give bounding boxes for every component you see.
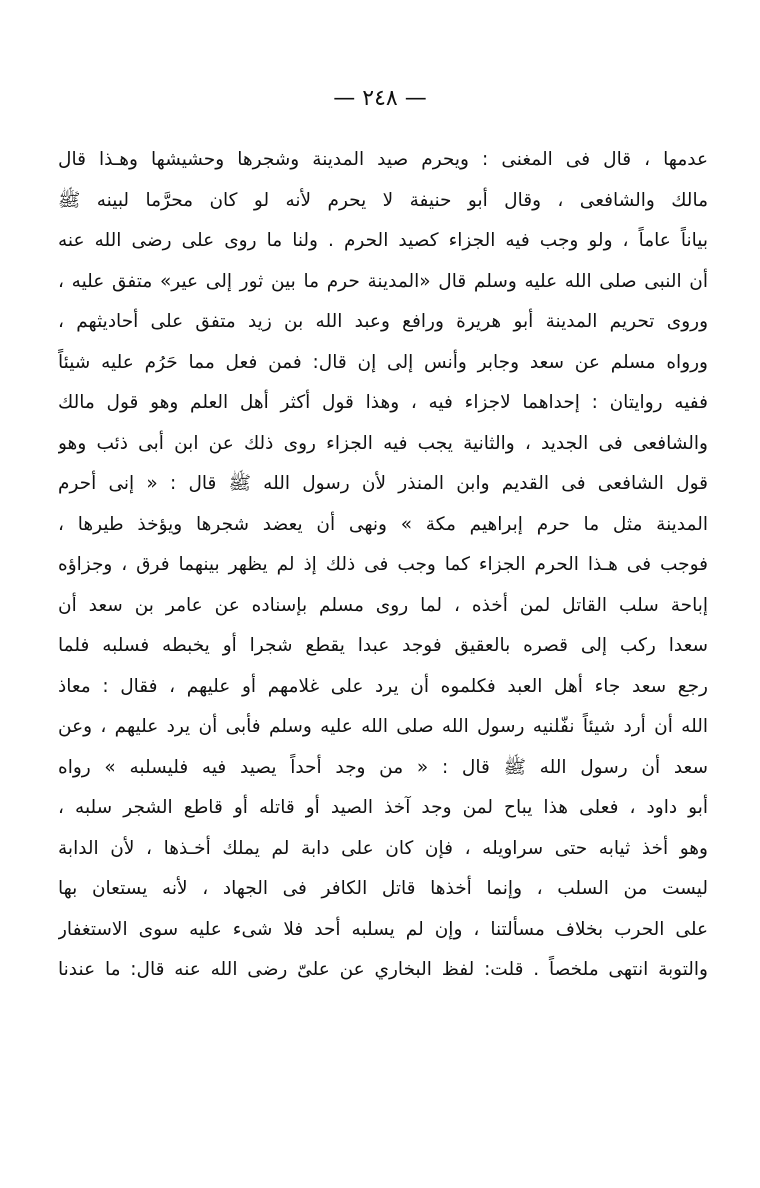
text-line: قول الشافعى فى القديم وابن المنذر لأن رسول الله ﷺ قال : « إنى أحرم: [58, 473, 708, 494]
text-line: سعد أن رسول الله ﷺ قال : « من وجد أحداً يصيد فيه فليسلبه » رواه: [58, 756, 708, 778]
text-line: فوجب فى هـذا الحرم الجزاء كما وجب فى ذلك إذ لم يظهر بينهما فرق ، وجزاؤه: [58, 554, 708, 575]
page-number: — ٢٤٨ —: [333, 86, 427, 111]
text-line: عدمها ، قال فى المغنى : ويحرم صيد المدينة وشجرها وحشيشها وهـذا قال: [58, 149, 708, 170]
text-line: بياناً عاماً ، ولو وجب فيه الجزاء كصيد الحرم . ولنا ما روى على رضى الله عنه: [58, 230, 708, 251]
text-line: إباحة سلب القاتل لمن أخذه ، لما روى مسلم بإسناده عن عامر بن سعد أن: [58, 594, 708, 616]
text-line: أبو داود ، فعلى هذا يباح لمن وجد آخذ الصيد أو قاتله أو قاطع الشجر سلبه ،: [58, 797, 708, 818]
text-line: والشافعى فى الجديد ، والثانية يجب فيه الجزاء روى ذلك عن ابن أبى ذئب وهو: [58, 432, 708, 454]
text-line: ورواه مسلم عن سعد وجابر وأنس إلى إن قال: فمن فعل مما حَرُم عليه شيئاً: [58, 351, 708, 373]
text-line: وروى تحريم المدينة أبو هريرة ورافع وعبد الله بن زيد متفق على أحاديثهم ،: [58, 311, 708, 332]
text-line: المدينة مثل ما حرم إبراهيم مكة » ونهى أن يعضد شجرها ويؤخذ طيرها ،: [58, 513, 708, 535]
text-line: أن النبى صلى الله عليه وسلم قال «المدينة حرم ما بين ثور إلى عير» متفق عليه ،: [58, 270, 708, 292]
text-line: مالك والشافعى ، وقال أبو حنيفة لا يحرم لأنه لو كان محرَّما لبينه ﷺ: [58, 189, 708, 211]
text-line: ففيه روايتان : إحداهما لاجزاء فيه ، وهذا قول أكثر أهل العلم وهو قول مالك: [58, 392, 708, 413]
text-line: ليست من السلب ، وإنما أخذها قاتل الكافر فى الجهاد ، لأنه يستعان بها: [58, 878, 708, 899]
body-text: [58, 140, 708, 991]
text-line: رجع سعد جاء أهل العبد فكلموه أن يرد على غلامهم أو عليهم ، فقال : معاذ: [58, 675, 708, 697]
text-line: وهو أخذ ثيابه حتى سراويله ، فإن كان على دابة لم يملك أخـذها ، لأن الدابة: [58, 837, 708, 859]
text-line: والتوبة انتهى ملخصاً . قلت: لفظ البخاري عن علىّ رضى الله عنه قال: ما عندنا: [58, 959, 708, 980]
text-line: سعدا ركب إلى قصره بالعقيق فوجد عبدا يقطع شجرا أو يخبطه فسلبه فلما: [58, 635, 708, 656]
text-line: على الحرب بخلاف مسألتنا ، وإن لم يسلبه أحد فلا شىء عليه سوى الاستغفار: [58, 918, 708, 940]
text-line: الله أن أرد شيئاً نفّلنيه رسول الله صلى الله عليه وسلم فأبى أن يرد عليهم ، وعن: [58, 716, 708, 737]
